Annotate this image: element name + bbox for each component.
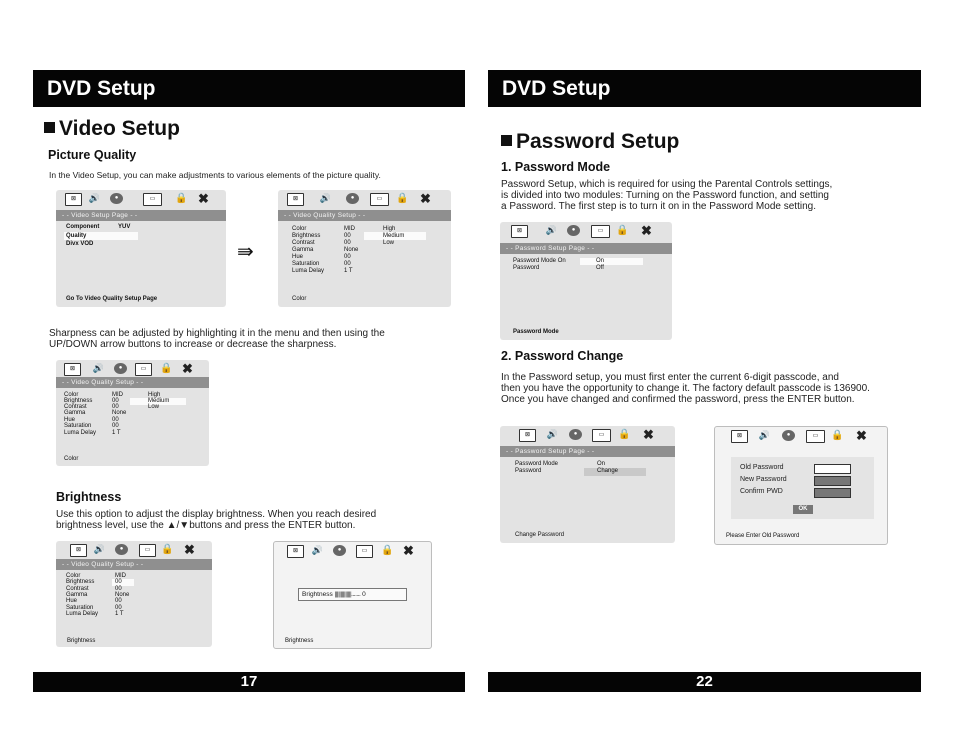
left-page-number: 17 (240, 673, 258, 690)
general-setup-icon: ⊠ (287, 545, 304, 558)
square-bullet-icon (501, 135, 512, 146)
exit-x-icon: ✖ (641, 223, 652, 238)
password-change-text: In the Password setup, you must first enter the current 6-digit passcode, and then you have the opportunity to change it. The factory default passcode is 136900. Once you have changed and confirmed the password, press the ENTER button. (501, 372, 870, 405)
osd-icon-bar (500, 222, 672, 240)
brightness-heading: Brightness (56, 490, 122, 504)
video-setup-icon: ▭ (135, 363, 152, 376)
osd-item: Gamma (292, 247, 314, 253)
exit-x-icon: ✖ (643, 427, 654, 442)
right-page-number: 22 (696, 673, 713, 690)
right-arrow-icon: ⇛ (237, 241, 254, 263)
osd-option: High (383, 226, 396, 232)
osd-title-band: - - Video Setup Page - - (56, 210, 226, 221)
exit-x-icon: ✖ (403, 543, 414, 558)
osd-status: Go To Video Quality Setup Page (66, 296, 158, 302)
osd-brightness-quality-setup (56, 541, 212, 647)
osd-value: 00 (344, 261, 351, 267)
osd-value: 00 (344, 233, 351, 239)
lock-icon: 🔒 (618, 429, 631, 440)
right-footer-bar (488, 672, 921, 692)
osd-value: None (112, 410, 127, 416)
osd-status: Password Mode (513, 329, 559, 335)
general-setup-icon: ⊠ (731, 430, 748, 443)
osd-title-band: - - Video Quality Setup - - (56, 559, 212, 570)
osd-value: On (597, 461, 606, 467)
lock-icon: 🔒 (396, 193, 409, 204)
osd-title-band: - - Video Quality Setup - - (56, 377, 209, 388)
confirm-password-field[interactable] (814, 488, 851, 498)
audio-speaker-icon: 🔊 (546, 429, 559, 439)
osd-value: 00 (115, 586, 122, 592)
osd-status: Brightness (285, 638, 314, 644)
osd-icon-bar (500, 426, 675, 444)
osd-value: 00 (115, 579, 122, 585)
disc-icon: ● (346, 193, 359, 204)
exit-x-icon: ✖ (198, 191, 209, 206)
confirm-password-label: Confirm PWD (740, 488, 783, 495)
osd-status: Color (292, 296, 307, 302)
osd-option: Medium (148, 398, 170, 404)
osd-icon-bar (56, 190, 226, 208)
osd-item: Luma Delay (292, 268, 325, 274)
right-header-bar: DVD Setup (488, 70, 921, 107)
lock-icon: 🔒 (175, 193, 188, 204)
osd-value: 1 T (344, 268, 353, 274)
osd-icon-bar (274, 542, 431, 560)
osd-value: MID (115, 573, 126, 579)
osd-item: Password (515, 468, 542, 474)
old-password-field[interactable] (814, 464, 851, 474)
video-setup-icon: ▭ (370, 193, 389, 206)
general-setup-icon: ⊠ (64, 363, 81, 376)
osd-icon-bar (56, 360, 209, 378)
osd-option: Medium (383, 233, 405, 239)
lock-icon: 🔒 (616, 225, 629, 236)
osd-item: Brightness (66, 579, 95, 585)
osd-item: Brightness (292, 233, 321, 239)
disc-icon: ● (569, 429, 582, 440)
osd-title-band: - - Password Setup Page - - (500, 446, 675, 457)
osd-item-password: Password (513, 265, 540, 271)
video-setup-title: Video Setup (44, 117, 180, 141)
osd-item: Color (292, 226, 307, 232)
osd-brightness-slider-screen (273, 541, 432, 649)
disc-icon: ● (567, 225, 580, 236)
disc-icon: ● (110, 193, 123, 204)
osd-highlight (580, 258, 643, 265)
password-change-heading: 2. Password Change (501, 349, 624, 363)
brightness-slider-label: Brightness (302, 591, 333, 598)
osd-option: Low (383, 240, 395, 246)
osd-sharpness-quality-setup (56, 360, 209, 466)
square-bullet-icon (44, 122, 55, 133)
password-dialog (731, 457, 874, 519)
osd-value: MID (112, 392, 123, 398)
osd-status: Brightness (67, 638, 96, 644)
osd-item: Hue (66, 598, 78, 604)
video-setup-icon: ▭ (356, 545, 373, 558)
brightness-slider-value: 0 (362, 591, 366, 598)
audio-speaker-icon: 🔊 (311, 545, 324, 555)
osd-password-change-screen (500, 426, 675, 543)
osd-item: Contrast (66, 586, 89, 592)
left-header-bar: DVD Setup (33, 70, 465, 107)
osd-status: Color (64, 456, 79, 462)
osd-status: Change Password (515, 532, 565, 538)
brightness-slider[interactable] (298, 588, 407, 601)
new-password-field[interactable] (814, 476, 851, 486)
audio-speaker-icon: 🔊 (319, 193, 332, 203)
osd-value: 00 (344, 254, 351, 260)
osd-item: Hue (292, 254, 304, 260)
osd-item: Hue (64, 417, 76, 423)
osd-icon-bar (56, 541, 212, 559)
general-setup-icon: ⊠ (70, 544, 87, 557)
osd-value: 00 (112, 417, 119, 423)
osd-item: Contrast (292, 240, 315, 246)
disc-icon: ● (333, 545, 346, 556)
osd-value: 00 (112, 404, 119, 410)
osd-value: MID (344, 226, 355, 232)
osd-item-quality: Quality (66, 233, 87, 239)
password-mode-text: Password Setup, which is required for using the Parental Controls settings, is divided into two modules: Turning on the Password function, and setting a Password. The first step is to turn it on in the Password Mode setting. (501, 179, 833, 212)
audio-speaker-icon: 🔊 (758, 430, 771, 440)
exit-x-icon: ✖ (856, 428, 867, 443)
osd-title-band: - - Video Quality Setup - - (278, 210, 451, 221)
osd-item: Contrast (64, 404, 87, 410)
osd-status: Please Enter Old Password (726, 533, 800, 539)
password-mode-heading: 1. Password Mode (501, 160, 611, 174)
osd-value: 00 (112, 398, 119, 404)
osd-item: Brightness (64, 398, 93, 404)
audio-speaker-icon: 🔊 (93, 544, 106, 554)
general-setup-icon: ⊠ (287, 193, 304, 206)
osd-video-quality-setup (278, 190, 451, 307)
osd-option: High (148, 392, 161, 398)
osd-option: Off (596, 265, 604, 271)
picture-quality-intro: In the Video Setup, you can make adjustments to various elements of the picture quality. (49, 170, 381, 180)
password-setup-title: Password Setup (501, 130, 679, 154)
picture-quality-heading: Picture Quality (48, 148, 137, 162)
osd-item: Gamma (64, 410, 86, 416)
osd-value: Change (597, 468, 619, 474)
audio-speaker-icon: 🔊 (545, 225, 558, 235)
osd-title-band: - - Password Setup Page - - (500, 243, 672, 254)
slider-ticks: ||||||||||||||....... (334, 591, 361, 598)
osd-value: 00 (115, 605, 122, 611)
left-footer-bar (33, 672, 465, 692)
ok-button[interactable]: OK (793, 505, 813, 514)
new-password-label: New Password (740, 476, 787, 483)
osd-item: Luma Delay (64, 430, 97, 436)
lock-icon: 🔒 (161, 544, 174, 555)
osd-video-setup-page (56, 190, 226, 307)
osd-value: None (344, 247, 359, 253)
brightness-text: Use this option to adjust the display brightness. When you reach desired brightness level, use the ▲/▼buttons and press the ENTER button. (56, 509, 377, 531)
osd-password-mode-screen (500, 222, 672, 340)
osd-item-password-mode: Password Mode On (513, 258, 566, 264)
general-setup-icon: ⊠ (65, 193, 82, 206)
video-setup-icon: ▭ (806, 430, 825, 443)
osd-item: Saturation (64, 423, 92, 429)
lock-icon: 🔒 (160, 363, 173, 374)
video-setup-icon: ▭ (143, 193, 162, 206)
exit-x-icon: ✖ (182, 361, 193, 376)
old-password-label: Old Password (740, 464, 784, 471)
exit-x-icon: ✖ (184, 542, 195, 557)
osd-item-divx: Divx VOD (66, 241, 94, 247)
audio-speaker-icon: 🔊 (88, 193, 101, 203)
general-setup-icon: ⊠ (519, 429, 536, 442)
audio-speaker-icon: 🔊 (92, 363, 105, 373)
osd-value: 00 (344, 240, 351, 246)
osd-icon-bar (278, 190, 451, 208)
osd-value-yuv: YUV (118, 224, 131, 230)
lock-icon: 🔒 (381, 545, 394, 556)
osd-value: 00 (115, 598, 122, 604)
sharpness-text: Sharpness can be adjusted by highlighting it in the menu and then using the UP/DOWN arrow buttons to increase or decrease the sharpness. (49, 328, 385, 350)
exit-x-icon: ✖ (420, 191, 431, 206)
osd-option: On (596, 258, 605, 264)
disc-icon: ● (782, 430, 795, 441)
video-setup-icon: ▭ (139, 544, 156, 557)
osd-option: Low (148, 404, 160, 410)
video-setup-icon: ▭ (591, 225, 610, 238)
osd-item: Saturation (66, 605, 94, 611)
osd-value: 00 (112, 423, 119, 429)
osd-value: 1 T (112, 430, 121, 436)
osd-value: 1 T (115, 611, 124, 617)
lock-icon: 🔒 (831, 430, 844, 441)
osd-password-dialog-screen (714, 426, 888, 545)
osd-item: Saturation (292, 261, 320, 267)
disc-icon: ● (115, 544, 128, 555)
osd-item: Luma Delay (66, 611, 99, 617)
osd-item-component: Component (66, 224, 100, 230)
osd-value: None (115, 592, 130, 598)
video-setup-icon: ▭ (592, 429, 611, 442)
osd-item: Gamma (66, 592, 88, 598)
osd-item: Password Mode (515, 461, 559, 467)
disc-icon: ● (114, 363, 127, 374)
osd-item: Color (66, 573, 81, 579)
osd-item: Color (64, 392, 79, 398)
osd-icon-bar (715, 427, 887, 445)
general-setup-icon: ⊠ (511, 225, 528, 238)
